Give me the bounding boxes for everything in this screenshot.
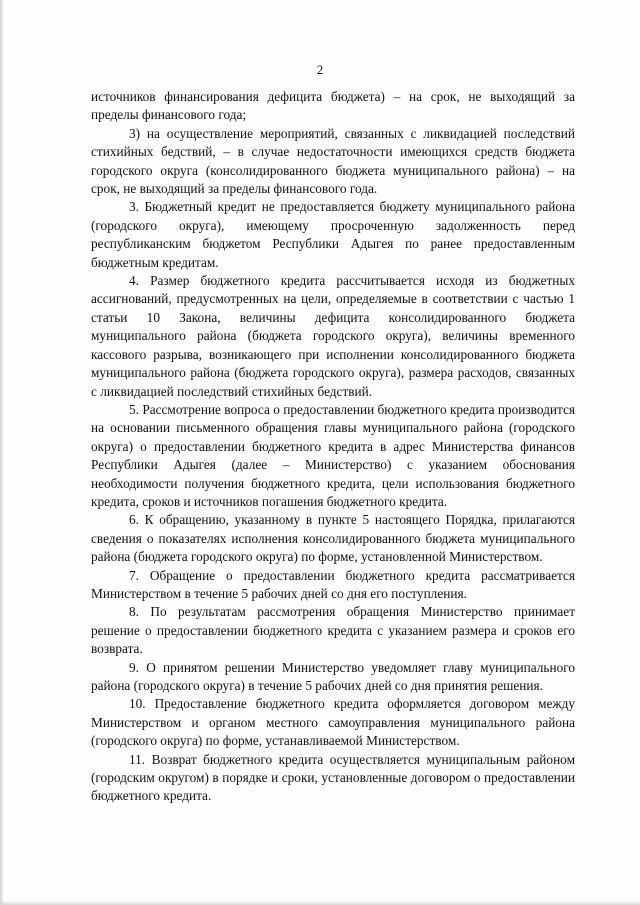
document-body <box>91 88 575 806</box>
scan-bottom-edge <box>0 901 640 905</box>
scan-left-edge <box>0 0 4 905</box>
paragraph-3: 3. Бюджетный кредит не предоставляется бюджету муниципального района (городского округа), имеющему просроченную задолженность перед республиканским бюджетом Республики Адыгея по ранее предоставленным бюджетным кредитам. <box>91 199 575 270</box>
paragraph-5: 5. Рассмотрение вопроса о предоставлении бюджетного кредита производится на основании письменного обращения главы муниципального района (городского округа) о предоставлении бюджетного кредита в адрес Министерства финансов Республики Адыгея (далее – Министерство) с указанием обоснования необходимости получения бюджетного кредита, цели использования бюджетного кредита, сроков и источников погашения бюджетного кредита. <box>91 401 575 509</box>
paragraph-4: 4. Размер бюджетного кредита рассчитывается исходя из бюджетных ассигнований, предусмотренных на цели, определяемые в соответствии с частью 1 статьи 10 Закона, величины дефицита консолидированного бюджета муниципального района (бюджета городского округа), величины временного кассового разрыва, возникающего при исполнении консолидированного бюджета муниципального района (бюджета городского округа), размера расходов, связанных с ликвидацией последствий стихийных бедствий. <box>91 273 575 399</box>
paragraph-10: 10. Предоставление бюджетного кредита оформляется договором между Министерством и органом местного самоуправления муниципального района (городского округа) по форме, устанавливаемой Министерством. <box>91 696 575 749</box>
page-number: 2 <box>316 62 324 77</box>
paragraph-6: 6. К обращению, указанному в пункте 5 настоящего Порядка, прилагаются сведения о показателях исполнения консолидированного бюджета муниципального района (бюджета городского округа) по форме, установленной Министерством. <box>91 512 575 565</box>
paragraph-continuation: источников финансирования дефицита бюджета) – на срок, не выходящий за пределы финансового года; <box>91 89 575 123</box>
paragraph-11: 11. Возврат бюджетного кредита осуществляется муниципальным районом (городским округом) в порядке и сроки, установленные договором о предоставлении бюджетного кредита. <box>91 751 575 804</box>
paragraph-9: 9. О принятом решении Министерство уведомляет главу муниципального района (городского округа) в течение 5 рабочих дней со дня принятия решения. <box>91 659 575 693</box>
paragraph-8: 8. По результатам рассмотрения обращения Министерство принимает решение о предоставлении бюджетного кредита с указанием размера и сроков его возврата. <box>91 604 575 657</box>
paragraph-item-3-natural-disasters: 3) на осуществление мероприятий, связанных с ликвидацией последствий стихийных бедствий, – в случае недостаточности имеющихся средств бюджета городского округа (консолидированного бюджета муниципального района) – на срок, не выходящий за пределы финансового года. <box>91 125 575 197</box>
paragraph-7: 7. Обращение о предоставлении бюджетного кредита рассматривается Министерством в течение 5 рабочих дней со дня его поступления. <box>91 567 575 601</box>
